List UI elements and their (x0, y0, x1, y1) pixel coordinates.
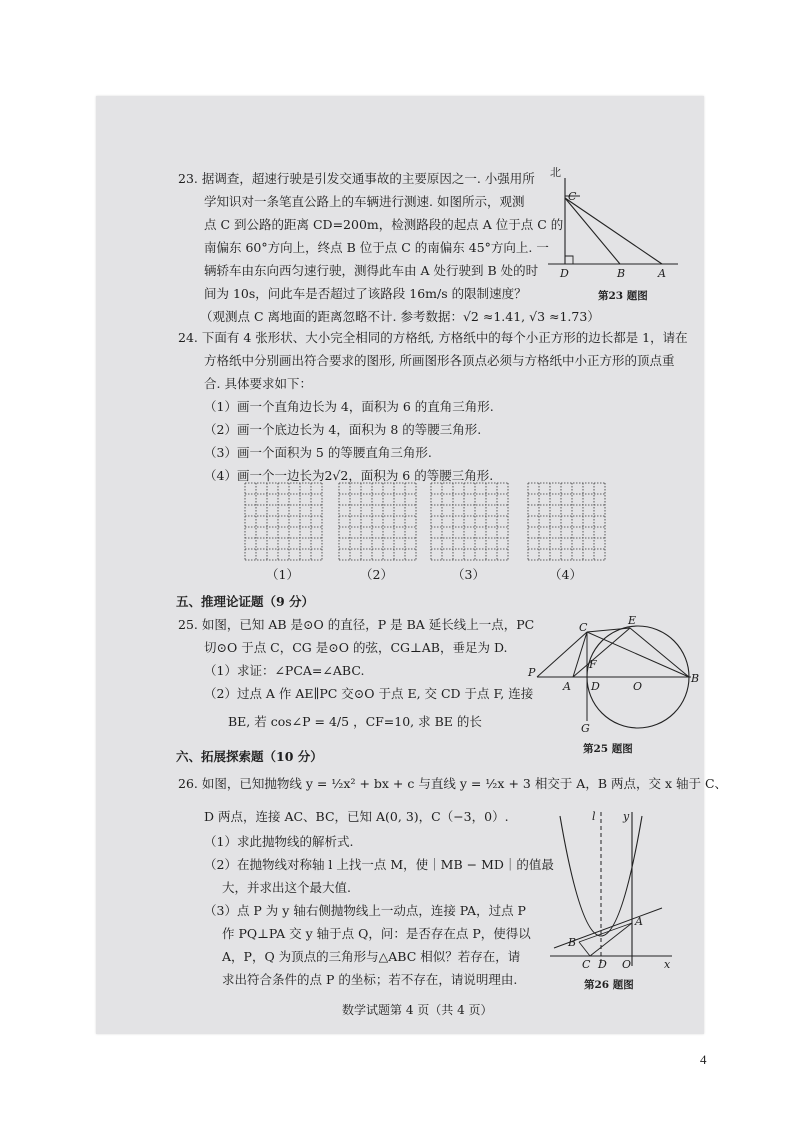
q25-line: （1）求证：∠PCA=∠ABC. (204, 663, 365, 678)
q25-line: 切⊙O 于点 C，CG 是⊙O 的弦，CG⊥AB，垂足为 D. (204, 640, 508, 655)
figure-caption: 第26 题图 (584, 979, 634, 991)
q23-line: 南偏东 60°方向上，终点 B 位于点 C 的南偏东 45°方向上. 一 (204, 240, 549, 255)
q24-line: 合. 具体要求如下： (204, 376, 312, 391)
page-number: 4 (700, 1052, 707, 1067)
q26-line: （2）在抛物线对称轴 l 上找一点 M，使｜MB − MD｜的值最 (204, 857, 554, 872)
grid-paper (338, 482, 417, 565)
q26-line: 大，并求出这个最大值. (222, 880, 351, 895)
figure-caption: 第23 题图 (598, 290, 648, 302)
q26-line: 求出符合条件的点 P 的坐标；若不存在，请说明理由. (222, 972, 518, 987)
q24-line: （4）画一个一边长为2√2，面积为 6 的等腰三角形. (204, 468, 494, 483)
q26-line: D 两点，连接 AC、BC，已知 A(0, 3)，C（−3，0）. (204, 809, 509, 824)
point-label: A (563, 680, 571, 693)
q24-line: 方格纸中分别画出符合要求的图形, 所画图形各顶点必须与方格纸中小正方形的顶点重 (204, 353, 675, 368)
point-label: C (568, 190, 577, 203)
q24-line: （1）画一个直角边长为 4，面积为 6 的直角三角形. (204, 399, 494, 414)
q23-line: 间为 10s，问此车是否超过了该路段 16m/s 的限制速度？ (204, 286, 527, 301)
point-label: P (528, 666, 536, 679)
q24-line: 24. 下面有 4 张形状、大小完全相同的方格纸, 方格纸中的每个小正方形的边长都是 1，请在 (178, 330, 688, 345)
q25-line: 25. 如图，已知 AB 是⊙O 的直径，P 是 BA 延长线上一点，PC (178, 617, 535, 632)
grid-label: （4） (549, 567, 582, 582)
q23-line: 点 C 到公路的距离 CD=200m，检测路段的起点 A 位于点 C 的 (204, 217, 564, 232)
north-label: 北 (550, 166, 561, 179)
q23-figure (540, 160, 685, 310)
point-label: D (560, 267, 569, 280)
figure-caption: 第25 题图 (583, 743, 633, 755)
q26-figure (540, 806, 680, 991)
q23-line: 23. 据调查，超速行驶是引发交通事故的主要原因之一. 小强用所 (178, 171, 535, 186)
point-label: C (579, 621, 588, 634)
point-label: A (658, 267, 666, 280)
q25-line: （2）过点 A 作 AE∥PC 交⊙O 于点 E, 交 CD 于点 F, 连接 (204, 686, 534, 701)
grid-label: （3） (452, 567, 485, 582)
q24-line: （3）画一个面积为 5 的等腰直角三角形. (204, 445, 432, 460)
point-label: O (622, 958, 632, 971)
q23-line: 学知识对一条笔直公路上的车辆进行测速. 如图所示，观测 (204, 194, 525, 209)
point-label: D (598, 958, 607, 971)
q24-line: （2）画一个底边长为 4，面积为 8 的等腰三角形. (204, 422, 482, 437)
grid-paper (430, 482, 509, 565)
q26-line: （3）点 P 为 y 轴右侧抛物线上一动点，连接 PA，过点 P (204, 903, 526, 918)
point-label: O (633, 680, 643, 693)
q25-figure (525, 610, 700, 758)
q26-line: A，P，Q 为顶点的三角形与△ABC 相似？若存在，请 (222, 949, 521, 964)
point-label: G (581, 722, 590, 735)
point-label: C (582, 958, 591, 971)
axis-label: x (664, 958, 671, 971)
section-heading: 五、推理论证题（9 分） (176, 594, 315, 609)
point-label: B (568, 936, 577, 949)
page-footer: 数学试题第 4 页（共 4 页） (342, 1003, 493, 1017)
point-label: B (691, 672, 700, 685)
point-label: F (589, 658, 597, 671)
grid-paper (244, 482, 323, 565)
point-label: D (591, 680, 600, 693)
point-label: B (617, 267, 626, 280)
q26-line: 作 PQ⊥PA 交 y 轴于点 Q，问：是否存在点 P，使得以 (222, 926, 531, 941)
q23-line: 辆轿车由东向西匀速行驶，测得此车由 A 处行驶到 B 处的时 (204, 263, 539, 278)
axis-label: y (623, 810, 630, 823)
grid-label: （1） (266, 567, 299, 582)
q26-line: （1）求此抛物线的解析式. (204, 834, 354, 849)
axis-label: l (592, 810, 596, 823)
grid-label: （2） (360, 567, 393, 582)
point-label: A (635, 915, 643, 928)
section-heading: 六、拓展探索题（10 分） (176, 749, 323, 764)
point-label: E (628, 614, 637, 627)
q23-line: （观测点 C 离地面的距离忽略不计. 参考数据：√2 ≈1.41, √3 ≈1.73） (200, 309, 600, 324)
q25-line: BE, 若 cos∠P = 4/5 ，CF=10, 求 BE 的长 (228, 714, 482, 729)
grid-paper (527, 482, 606, 565)
q26-line: 26. 如图，已知抛物线 y = ½x² + bx + c 与直线 y = ½x + 3 相交于 A，B 两点，交 x 轴于 C、 (178, 776, 728, 791)
